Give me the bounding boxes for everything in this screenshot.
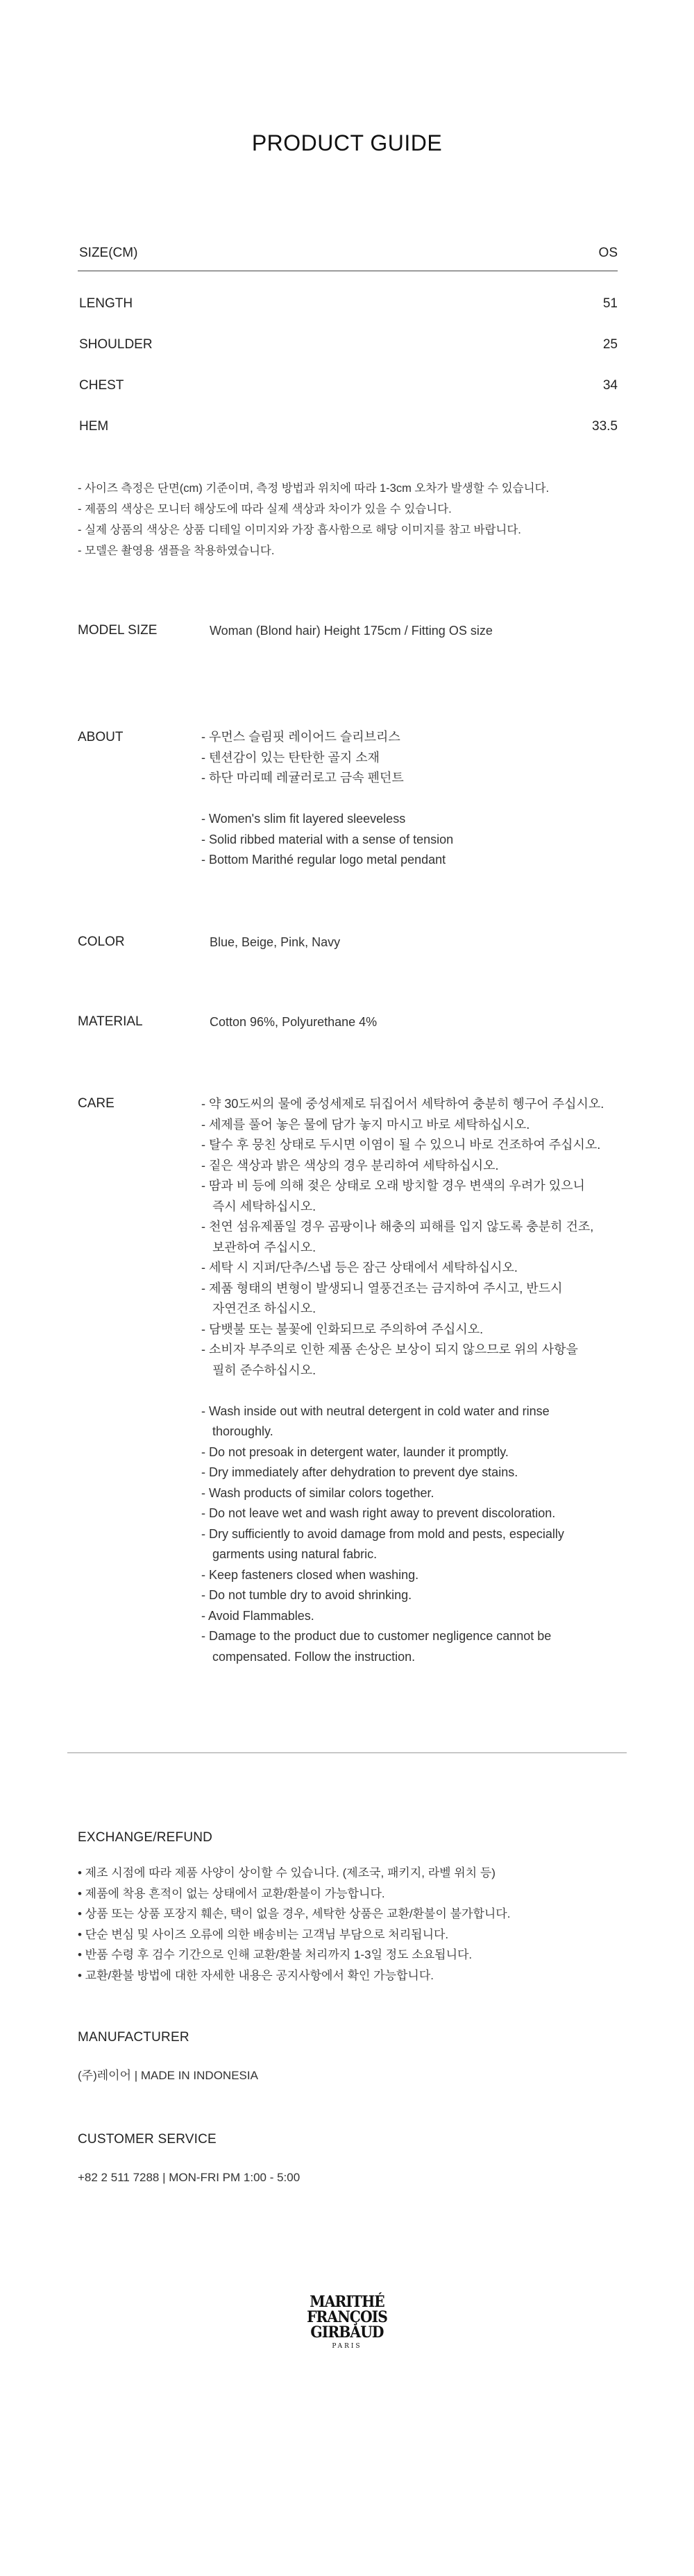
care-item: - Dry sufficiently to avoid damage from mold and pests, especially (201, 1526, 564, 1541)
page-title: PRODUCT GUIDE (251, 130, 443, 155)
size-table-header (78, 243, 618, 271)
brand-logo (295, 2294, 399, 2374)
care-item: 필히 준수하십시오. (212, 1363, 316, 1377)
size-row-value: 25 (602, 337, 618, 352)
care-item: - 천연 섬유제품일 경우 곰팡이나 해충의 피해를 입지 않도록 충분히 건조, (201, 1220, 594, 1234)
care-item: - Dry immediately after dehydration to prevent dye stains. (201, 1465, 518, 1479)
color-value: Blue, Beige, Pink, Navy (210, 935, 341, 949)
exchange-list (78, 1863, 510, 1986)
about-item: - 우먼스 슬림핏 레이어드 슬리브리스 (201, 730, 400, 744)
customer-service-text: +82 2 511 7288 | MON-FRI PM 1:00 - 5:00 (78, 2171, 301, 2184)
care-label: CARE (78, 1096, 115, 1111)
care-item: - 약 30도씨의 물에 중성세제로 뒤집어서 세탁하여 충분히 헹구어 주십시오. (201, 1097, 604, 1111)
size-row-shoulder (78, 337, 618, 358)
exchange-item: • 교환/환불 방법에 대한 자세한 내용은 공지사항에서 확인 가능합니다. (78, 1968, 434, 1982)
about-list (201, 727, 453, 871)
size-note: - 제품의 색상은 모니터 해상도에 따라 실제 색상과 차이가 있을 수 있습니다. (78, 503, 452, 515)
care-item: garments using natural fabric. (212, 1547, 378, 1561)
care-item: 즉시 세탁하십시오. (212, 1199, 316, 1213)
logo-line: MARITHÉ (310, 2293, 384, 2311)
care-item: - 담뱃불 또는 불꽃에 인화되므로 주의하여 주십시오. (201, 1322, 484, 1336)
size-row-value: 33.5 (592, 419, 618, 434)
care-item: thoroughly. (212, 1424, 273, 1438)
exchange-title: EXCHANGE/REFUND (78, 1830, 213, 1845)
manufacturer-title: MANUFACTURER (78, 2030, 189, 2045)
about-item: - 하단 마리떼 레귤러로고 금속 펜던트 (201, 771, 404, 785)
size-row-chest (78, 378, 618, 399)
exchange-item: • 제조 시점에 따라 제품 사양이 상이할 수 있습니다. (제조국, 패키지, 라벨 위치 등) (78, 1866, 496, 1879)
model-size-value: Woman (Blond hair) Height 175cm / Fitting OS size (210, 624, 493, 638)
care-list (201, 1094, 604, 1667)
customer-service-value (78, 2167, 300, 2188)
exchange-item: • 제품에 착용 흔적이 없는 상태에서 교환/환불이 가능합니다. (78, 1886, 385, 1900)
about-item: - Women's slim fit layered sleeveless (201, 812, 406, 826)
care-item: 자연건조 하십시오. (212, 1302, 316, 1315)
size-notes (78, 478, 549, 561)
size-row-label: CHEST (79, 378, 124, 393)
size-row-label: LENGTH (79, 296, 133, 311)
size-row-hem (78, 419, 618, 440)
manufacturer-text: (주)레이어 | MADE IN INDONESIA (78, 2069, 258, 2082)
care-item: - 짙은 색상과 밝은 색상의 경우 분리하여 세탁하십시오. (201, 1158, 499, 1172)
care-item: - Do not presoak in detergent water, launder it promptly. (201, 1444, 509, 1459)
care-item: - Wash products of similar colors together. (201, 1485, 434, 1500)
care-item: - 세탁 시 지퍼/단추/스냅 등은 잠근 상태에서 세탁하십시오. (201, 1261, 518, 1274)
size-row-value: 34 (602, 378, 618, 393)
size-header-label: SIZE(CM) (79, 246, 138, 260)
size-note: - 모델은 촬영용 샘플을 착용하였습니다. (78, 545, 275, 557)
logo-line: GIRBAUD (310, 2323, 384, 2342)
customer-service-title: CUSTOMER SERVICE (78, 2132, 217, 2147)
care-item: 보관하여 주십시오. (212, 1240, 316, 1254)
exchange-item: • 반품 수령 후 검수 기간으로 인해 교환/환불 처리까지 1-3일 정도 소요됩니다. (78, 1948, 473, 1961)
size-row-label: HEM (79, 419, 109, 434)
material-value: Cotton 96%, Polyurethane 4% (210, 1015, 378, 1029)
care-item: - Avoid Flammables. (201, 1608, 314, 1623)
care-item: - 소비자 부주의로 인한 제품 손상은 보상이 되지 않으므로 위의 사항을 (201, 1342, 578, 1356)
color-label: COLOR (78, 935, 125, 949)
care-item: - Do not tumble dry to avoid shrinking. (201, 1588, 412, 1602)
care-item: - 땀과 비 등에 의해 젖은 상태로 오래 방치할 경우 변색의 우려가 있으니 (201, 1179, 585, 1193)
size-header-os: OS (598, 246, 618, 260)
exchange-item: • 단순 변심 및 사이즈 오류에 의한 배송비는 고객님 부담으로 처리됩니다. (78, 1927, 449, 1941)
care-item: - 제품 형태의 변형이 발생되니 열풍건조는 금지하여 주시고, 반드시 (201, 1281, 563, 1295)
care-item: - 탈수 후 뭉친 상태로 두시면 이염이 될 수 있으니 바로 건조하여 주십시오. (201, 1138, 601, 1152)
model-size-label: MODEL SIZE (78, 623, 158, 638)
about-item: - Solid ribbed material with a sense of tension (201, 832, 454, 846)
care-item: - Damage to the product due to customer negligence cannot be (201, 1629, 552, 1643)
size-note: - 사이즈 측정은 단면(cm) 기준이며, 측정 방법과 위치에 따라 1-3cm 오차가 발생할 수 있습니다. (78, 482, 550, 495)
section-divider (67, 1752, 627, 1753)
logo-line: FRANÇOIS (307, 2308, 387, 2326)
size-row-value: 51 (602, 296, 618, 311)
care-item: - Wash inside out with neutral detergent in cold water and rinse (201, 1404, 550, 1418)
about-label: ABOUT (78, 730, 124, 744)
about-item: - Bottom Marithé regular logo metal pendant (201, 853, 446, 867)
care-item: - Do not leave wet and wash right away to prevent discoloration. (201, 1506, 556, 1520)
size-row-label: SHOULDER (79, 337, 153, 352)
about-item: - 텐션감이 있는 탄탄한 골지 소재 (201, 750, 380, 765)
manufacturer-value (78, 2065, 258, 2086)
material-label: MATERIAL (78, 1014, 143, 1029)
logo-line: PARIS (332, 2343, 362, 2350)
care-item: - Keep fasteners closed when washing. (201, 1567, 419, 1582)
exchange-item: • 상품 또는 상품 포장지 훼손, 택이 없을 경우, 세탁한 상품은 교환/환불이 불가합니다. (78, 1907, 511, 1920)
care-item: - 세제를 풀어 놓은 물에 담가 놓지 마시고 바로 세탁하십시오. (201, 1117, 530, 1132)
size-note: - 실제 상품의 색상은 상품 디테일 이미지와 가장 흡사함으로 해당 이미지를 참고 바랍니다. (78, 524, 521, 536)
size-row-length (78, 296, 618, 317)
care-item: compensated. Follow the instruction. (212, 1649, 416, 1664)
